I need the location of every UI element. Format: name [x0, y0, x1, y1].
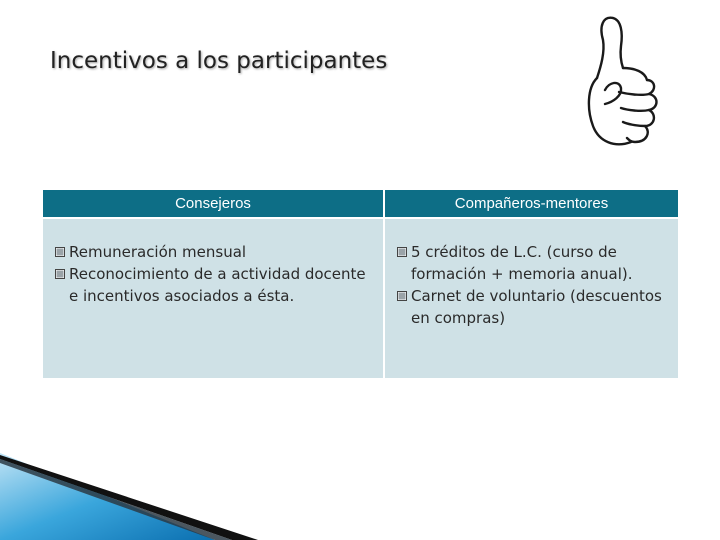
- table-cell-companeros-mentores: [385, 219, 678, 378]
- list-item: [55, 263, 369, 307]
- incentives-table: [43, 190, 678, 378]
- table-header-consejeros: Consejeros: [43, 190, 385, 219]
- checkbox-bullet-icon: [397, 247, 407, 257]
- list-item-text: 5 créditos de L.C. (curso de formación + memoria anual).: [411, 243, 633, 283]
- thumbs-up-icon: [575, 10, 670, 160]
- list-item-text: Remuneración mensual: [69, 243, 247, 261]
- checkbox-bullet-icon: [397, 291, 407, 301]
- table-header-companeros-mentores: Compañeros-mentores: [385, 190, 678, 219]
- list-item-text: Carnet de voluntario (descuentos en compras): [411, 287, 662, 327]
- slide-title: Incentivos a los participantes: [50, 48, 388, 74]
- checkbox-bullet-icon: [55, 269, 65, 279]
- list-item: [397, 285, 664, 329]
- list-item-text: Reconocimiento de a actividad docente e incentivos asociados a ésta.: [69, 265, 366, 305]
- list-item: [397, 241, 664, 285]
- corner-decoration: [0, 445, 260, 540]
- list-item: [55, 241, 369, 263]
- checkbox-bullet-icon: [55, 247, 65, 257]
- table-cell-consejeros: [43, 219, 385, 378]
